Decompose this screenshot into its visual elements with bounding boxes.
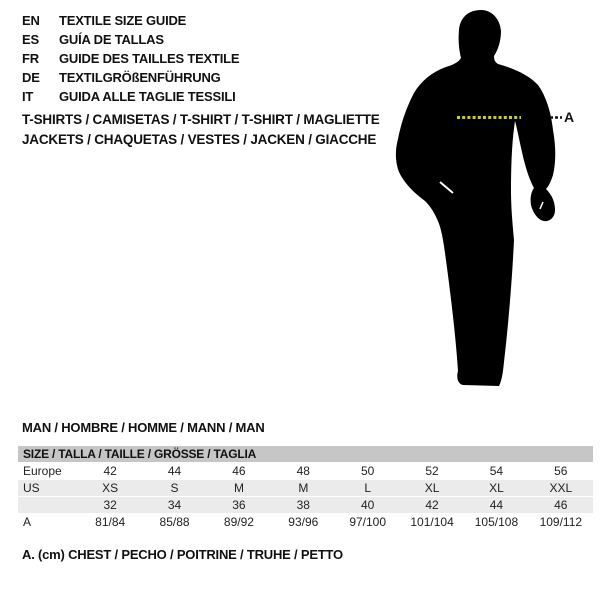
category-tshirts: T-SHIRTS / CAMISETAS / T-SHIRT / T-SHIRT / MAGLIETTE [22,112,380,127]
language-row-de [22,68,239,87]
size-cell: XS [102,481,119,495]
language-label: GUIDE DES TAILLES TEXTILE [59,51,240,66]
chest-measure-label: A [564,109,574,125]
size-cell: 50 [361,464,375,478]
language-label: GUIDA ALLE TAGLIE TESSILI [59,89,236,104]
man-silhouette [390,0,600,400]
size-table-header: SIZE / TALLA / TAILLE / GRÖSSE / TAGLIA [18,446,593,462]
size-cell: 34 [167,498,182,512]
size-cell: 105/108 [474,515,519,529]
language-label: TEXTILGRÖßENFÜHRUNG [59,70,221,85]
size-cell: 42 [425,498,439,512]
language-code: IT [22,89,34,104]
size-cell: 44 [167,464,182,478]
garment-categories [22,110,380,150]
table-row-chest-a [18,514,593,530]
size-cell: 54 [489,464,504,478]
language-code: DE [22,70,40,85]
language-row-fr [22,49,239,68]
size-cell: 32 [103,498,117,512]
size-cell: 46 [232,464,246,478]
size-cell: 56 [554,464,568,478]
size-cell: XL [489,481,504,495]
size-cell: 93/96 [288,515,319,529]
size-cell: 81/84 [95,515,126,529]
size-cell: 101/104 [410,515,454,529]
row-label: US [23,481,40,495]
size-cell: 89/92 [223,515,254,529]
size-cell: S [170,481,179,495]
row-label: Europe [23,464,62,478]
language-code: FR [22,51,39,66]
row-label: A [23,515,32,529]
language-code: EN [22,13,40,28]
size-cell: 40 [361,498,375,512]
size-cell: 44 [489,498,504,512]
table-row-numeric [18,497,593,513]
table-row-us [18,480,593,496]
size-cell: XL [424,481,440,495]
language-code: ES [22,32,39,47]
table-row-europe [18,463,593,479]
size-table [18,446,593,530]
language-list [22,11,239,106]
language-row-it [22,87,239,106]
size-cell: 52 [425,464,439,478]
size-cell: M [298,481,309,495]
size-cell: 42 [103,464,117,478]
size-cell: 36 [232,498,246,512]
section-title-man: MAN / HOMBRE / HOMME / MANN / MAN [22,420,265,435]
measurement-footnote: A. (cm) CHEST / PECHO / POITRINE / TRUHE / PETTO [22,547,343,562]
size-cell: XXL [549,481,573,495]
size-cell: 85/88 [159,515,190,529]
size-cell: M [233,481,244,495]
category-jackets: JACKETS / CHAQUETAS / VESTES / JACKEN / GIACCHE [22,132,377,147]
size-cell: 109/112 [539,515,583,529]
size-cell: 46 [554,498,568,512]
size-cell: L [364,481,372,495]
man-silhouette-body [396,10,555,386]
size-cell: 48 [296,464,310,478]
size-cell: 38 [296,498,310,512]
size-cell: 97/100 [349,515,387,529]
language-row-en [22,11,239,30]
language-row-es [22,30,239,49]
row-label [18,497,78,513]
language-label: GUÍA DE TALLAS [59,32,164,47]
language-label: TEXTILE SIZE GUIDE [59,13,187,28]
